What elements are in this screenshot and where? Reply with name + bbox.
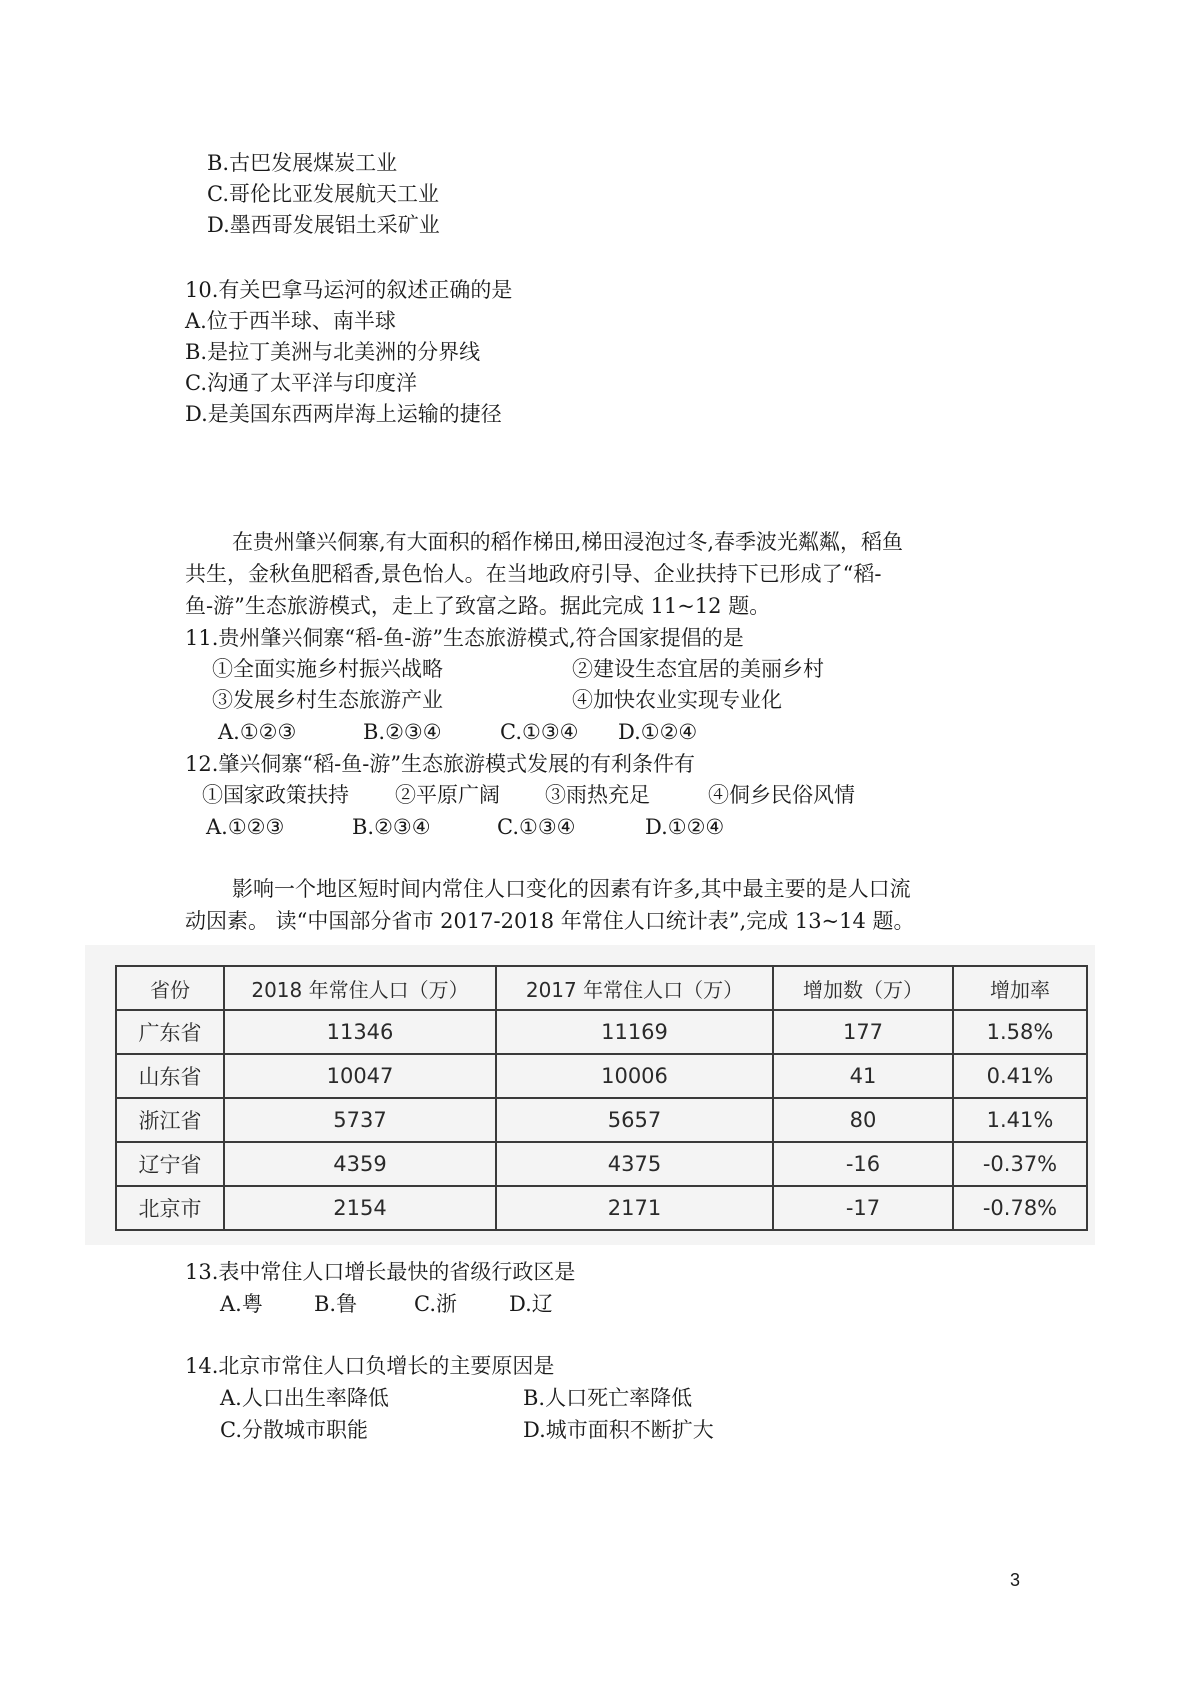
table-cell: 5737 [224,1098,496,1142]
table-cell: 10006 [496,1054,773,1098]
table-header-cell: 增加数（万） [773,966,953,1010]
q12-item: ②平原广阔 [395,783,500,807]
table-cell: 11346 [224,1010,496,1054]
table-cell: 11169 [496,1010,773,1054]
population-table [115,965,1088,1231]
q14-choice-b: B.人口死亡率降低 [523,1386,693,1410]
q12-item: ①国家政策扶持 [202,783,349,807]
table-cell: 177 [773,1010,953,1054]
q10-option-d: D.是美国东西两岸海上运输的捷径 [185,402,502,426]
table-cell: 5657 [496,1098,773,1142]
table-cell: 80 [773,1098,953,1142]
page-number: 3 [1010,1570,1021,1590]
q13-stem: 13.表中常住人口增长最快的省级行政区是 [185,1260,576,1284]
table-row [116,1098,1087,1142]
passage1-line: 鱼-游”生态旅游模式，走上了致富之路。据此完成 11~12 题。 [185,594,771,618]
table-row [116,1054,1087,1098]
table-cell: 2171 [496,1186,773,1230]
table-row [116,1142,1087,1186]
q10-option-a: A.位于西半球、南半球 [185,309,396,333]
q10-option-c: C.沟通了太平洋与印度洋 [185,371,417,395]
q12-choice-b: B.②③④ [352,815,431,839]
q12-item: ④侗乡民俗风情 [708,783,855,807]
q11-item: ④加快农业实现专业化 [572,688,782,712]
table-header-cell: 2017 年常住人口（万） [496,966,773,1010]
q13-choice-d: D.辽 [509,1292,553,1316]
q11-choice-a: A.①②③ [218,720,297,744]
q14-choice-a: A.人口出生率降低 [220,1386,389,1410]
table-cell: 浙江省 [116,1098,224,1142]
q11-item: ②建设生态宜居的美丽乡村 [572,657,824,681]
table-row [116,1010,1087,1054]
table-header-row [116,966,1087,1010]
q14-choice-c: C.分散城市职能 [220,1418,368,1442]
table-cell: -16 [773,1142,953,1186]
q9-option-d: D.墨西哥发展铝土采矿业 [207,213,440,237]
table-header-cell: 省份 [116,966,224,1010]
passage1-line: 共生，金秋鱼肥稻香,景色怡人。在当地政府引导、企业扶持下已形成了“稻- [185,562,882,586]
table-cell: 辽宁省 [116,1142,224,1186]
table-cell: 1.58% [953,1010,1087,1054]
q14-stem: 14.北京市常住人口负增长的主要原因是 [185,1354,555,1378]
q9-option-b: B.古巴发展煤炭工业 [207,151,398,175]
q12-choice-d: D.①②④ [645,815,725,839]
q11-item: ③发展乡村生态旅游产业 [212,688,443,712]
table-cell: 0.41% [953,1054,1087,1098]
q14-choice-d: D.城市面积不断扩大 [523,1418,714,1442]
table-cell: 4375 [496,1142,773,1186]
table-header-cell: 2018 年常住人口（万） [224,966,496,1010]
q12-item: ③雨热充足 [545,783,650,807]
table-cell: 41 [773,1054,953,1098]
q10-stem: 10.有关巴拿马运河的叙述正确的是 [185,278,513,302]
q11-item: ①全面实施乡村振兴战略 [212,657,443,681]
table-cell: 10047 [224,1054,496,1098]
table-header-cell: 增加率 [953,966,1087,1010]
passage2-line: 动因素。 读“中国部分省市 2017-2018 年常住人口统计表”,完成 13~14 题。 [185,909,915,933]
q13-choice-c: C.浙 [414,1292,457,1316]
passage1-line: 在贵州肇兴侗寨,有大面积的稻作梯田,梯田浸泡过冬,春季波光粼粼，稻鱼 [232,530,904,554]
q10-option-b: B.是拉丁美洲与北美洲的分界线 [185,340,481,364]
table-cell: 广东省 [116,1010,224,1054]
table-cell: 2154 [224,1186,496,1230]
table-cell: -0.78% [953,1186,1087,1230]
table-cell: 4359 [224,1142,496,1186]
passage2-line: 影响一个地区短时间内常住人口变化的因素有许多,其中最主要的是人口流 [232,877,911,901]
q13-choice-b: B.鲁 [314,1292,358,1316]
table-cell: 1.41% [953,1098,1087,1142]
table-cell: 北京市 [116,1186,224,1230]
table-row [116,1186,1087,1230]
q12-stem: 12.肇兴侗寨“稻-鱼-游”生态旅游模式发展的有利条件有 [185,752,696,776]
q11-choice-c: C.①③④ [500,720,579,744]
q12-choice-a: A.①②③ [206,815,285,839]
table-cell: -0.37% [953,1142,1087,1186]
q11-choice-d: D.①②④ [618,720,698,744]
q13-choice-a: A.粤 [220,1292,263,1316]
q12-choice-c: C.①③④ [497,815,576,839]
table-cell: 山东省 [116,1054,224,1098]
q11-choice-b: B.②③④ [363,720,442,744]
q11-stem: 11.贵州肇兴侗寨“稻-鱼-游”生态旅游模式,符合国家提倡的是 [185,626,744,650]
q9-option-c: C.哥伦比亚发展航天工业 [207,182,439,206]
table-cell: -17 [773,1186,953,1230]
population-table-figure [85,945,1095,1245]
